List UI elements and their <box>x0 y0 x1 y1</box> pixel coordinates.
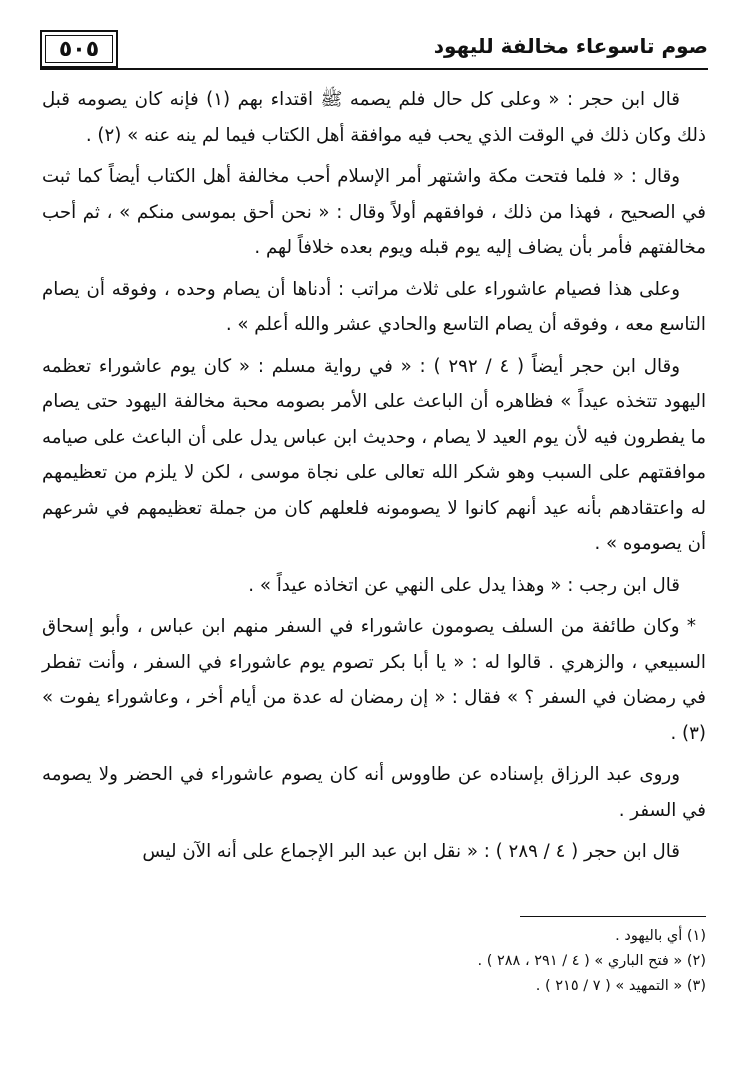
paragraph: * وكان طائفة من السلف يصومون عاشوراء في السفر منهم ابن عباس ، وأبو إسحاق السبيعي ، والزهري . قالوا له : « يا أبا بكر تصوم يوم عاشوراء في السفر ، وأنت تفطر في رمضان في السفر ؟ » فقال : « إن رمضان له عدة من أيام أخر ، وعاشوراء يفوت » (٣) . <box>42 616 706 744</box>
running-title: صوم تاسوعاء مخالفة لليهود <box>433 34 708 58</box>
paragraph: قال ابن رجب : « وهذا يدل على النهي عن اتخاذه عيداً » . <box>248 574 680 596</box>
footnotes <box>280 924 706 999</box>
paragraph: وروى عبد الرزاق بإسناده عن طاووس أنه كان يصوم عاشوراء في الحضر ولا يصومه في السفر . <box>42 764 706 821</box>
page-header <box>40 30 708 74</box>
page-number: ٥٠٥ <box>40 30 118 68</box>
footnote: (٣) « التمهيد » ( ٧ / ٢١٥ ) . <box>535 978 706 994</box>
paragraph: وقال ابن حجر أيضاً ( ٤ / ٢٩٢ ) : « في رواية مسلم : « كان يوم عاشوراء تعظمه اليهود تتخذه عيداً » فظاهره أن الباعث على الأمر بصومه محبة مخالفة اليهود حتى يصام ما يفطرون فيه لأن يوم العيد لا يصام ، وحديث ابن عباس يدل على أن الباعث على صيامه موافقتهم على السبب وهو شكر الله تعالى على نجاة موسى ، لكن لا يلزم من تعظيمهم له واعتقادهم بأنه عيد أنهم كانوا لا يصومونه فلعلهم كان من جملة تعظيمهم في شرعهم أن يصوموه » . <box>42 355 706 554</box>
footnote: (١) أي باليهود . <box>615 928 706 944</box>
paragraph: وعلى هذا فصيام عاشوراء على ثلاث مراتب : أدناها أن يصام وحده ، وفوقه أن يصام التاسع معه ، وفوقه أن يصام التاسع والحادي عشر والله أعلم » . <box>42 278 706 335</box>
footnote: (٢) « فتح الباري » ( ٤ / ٢٩١ ، ٢٨٨ ) . <box>477 953 706 969</box>
paragraph: قال ابن حجر : « وعلى كل حال فلم يصمه ﷺ اقتداء بهم (١) فإنه كان يصومه قبل ذلك وكان ذلك في الوقت الذي يحب فيه موافقة أهل الكتاب فيما لم ينه عنه » (٢) . <box>42 89 706 146</box>
body-text <box>42 82 706 876</box>
paragraph: قال ابن حجر ( ٤ / ٢٨٩ ) : « نقل ابن عبد البر الإجماع على أنه الآن ليس <box>142 841 680 862</box>
paragraph: وقال : « فلما فتحت مكة واشتهر أمر الإسلام أحب مخالفة أهل الكتاب أيضاً كما ثبت في الصحيح ، فهذا من ذلك ، فوافقهم أولاً وقال : « نحن أحق بموسى منكم » ، ثم أحب مخالفتهم فأمر بأن يضاف إليه يوم قبله ويوم بعده خلافاً لهم . <box>42 166 706 258</box>
footnote-separator <box>520 916 706 917</box>
header-rule <box>40 68 708 70</box>
